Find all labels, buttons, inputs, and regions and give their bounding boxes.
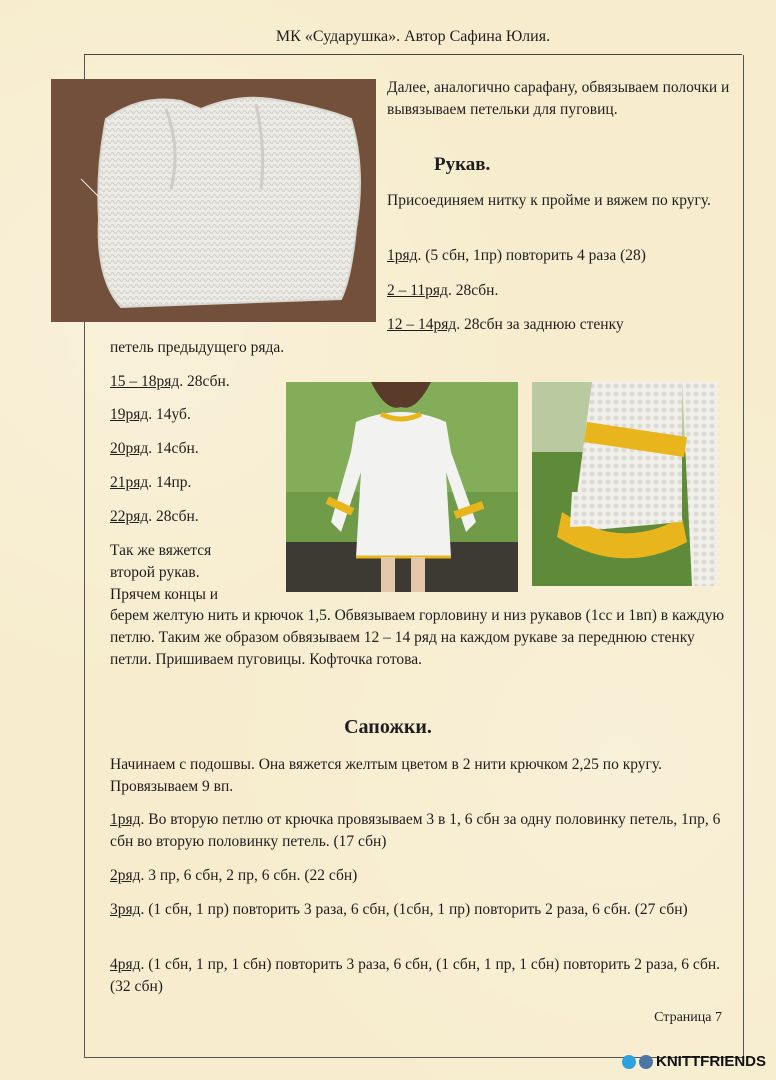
sleeve-title: Рукав. — [434, 154, 491, 175]
page-number: Страница 7 — [654, 1010, 722, 1025]
row-text: . 14уб. — [148, 406, 191, 423]
sleeve-row-7 — [110, 472, 191, 494]
row-label: 3ряд — [110, 901, 141, 918]
brand-watermark — [622, 1053, 766, 1070]
row-label: 1ряд — [387, 247, 418, 264]
sleeve-row-5 — [110, 404, 191, 426]
telegram-icon — [622, 1055, 636, 1069]
row-label: 1ряд — [110, 811, 141, 828]
brand-name: KNITTFRIENDS — [656, 1053, 766, 1070]
row-label: 15 – 18ряд — [110, 373, 180, 390]
photo-doll-in-top — [286, 382, 518, 592]
boots-intro: Начинаем с подошвы. Она вяжется желтым цветом в 2 нити крючком 2,25 по кругу. Провязываем 9 вп. — [110, 756, 662, 795]
second-sleeve-line-3: Прячем концы и — [110, 586, 219, 603]
header-rule — [84, 54, 742, 55]
row-label: 4ряд — [110, 956, 141, 973]
row-text: . 14пр. — [148, 474, 192, 491]
row-label: 21ряд — [110, 474, 149, 491]
sleeve-row-6 — [110, 438, 199, 460]
photo-knitted-top — [51, 79, 376, 322]
page-header: МК «Сударушка». Автор Сафина Юлия. — [275, 28, 551, 45]
row-text: . (5 сбн, 1пр) повторить 4 раза (28) — [417, 247, 646, 264]
intro-text: Далее, аналогично сарафану, обвязываем полочки и вывязываем петельки для пуговиц. — [387, 79, 730, 118]
row-label: 19ряд — [110, 406, 149, 423]
row-text: . 28сбн. — [447, 282, 499, 299]
row-text: . 28сбн. — [148, 508, 199, 525]
row-label: 2ряд — [110, 867, 141, 884]
sleeve-row-8 — [110, 506, 199, 528]
second-sleeve-line-1: Так же вяжется — [110, 542, 212, 559]
sleeve-row-3 — [387, 314, 732, 336]
boots-row-1 — [110, 809, 730, 853]
vk-icon — [639, 1055, 653, 1069]
row-text: . 28сбн. — [179, 373, 230, 390]
photo-sleeve-closeup — [532, 382, 718, 586]
row-text: . (1 сбн, 1 пр) повторить 3 раза, 6 сбн, (1сбн, 1 пр) повторить 2 раза, 6 сбн. (27 сбн) — [140, 901, 688, 918]
boots-title: Сапожки. — [344, 716, 432, 738]
row-label: 12 – 14ряд — [387, 316, 457, 333]
boots-row-3 — [110, 899, 730, 921]
row-label: 22ряд — [110, 508, 149, 525]
sleeve-attach-text: Присоединяем нитку к пройме и вяжем по кругу. — [387, 192, 711, 209]
second-sleeve-line-2: второй рукав. — [110, 564, 200, 581]
row-label: 2 – 11ряд — [387, 282, 448, 299]
boots-row-2 — [110, 865, 730, 887]
sleeve-row-1 — [387, 245, 732, 267]
boots-row-4 — [110, 954, 730, 998]
row-text: . Во вторую петлю от крючка провязываем 3 в 1, 6 сбн за одну половинку петель, 1пр, 6 сбн во вторую половинку петель. (17 сбн) — [110, 811, 721, 850]
finish-text: берем желтую нить и крючок 1,5. Обвязываем горловину и низ рукавов (1сс и 1вп) в каждую петлю. Таким же образом обвязываем 12 – 14 ряд на каждом рукаве за переднюю стенку петли. Пришиваем пуговицы. Кофточка готова. — [110, 607, 725, 668]
row-text: . 3 пр, 6 сбн, 2 пр, 6 сбн. (22 сбн) — [140, 867, 358, 884]
row-text: . 28сбн за заднюю стенку — [456, 316, 624, 333]
row-label: 20ряд — [110, 440, 149, 457]
sleeve-row-2 — [387, 280, 732, 302]
row-text: . (1 сбн, 1 пр, 1 сбн) повторить 3 раза, 6 сбн, (1 сбн, 1 пр, 1 сбн) повторить 2 раза, 6 сбн. (32 сбн) — [110, 956, 721, 995]
sleeve-row-3-cont: петель предыдущего ряда. — [110, 339, 285, 356]
sleeve-row-4 — [110, 371, 230, 393]
row-text: . 14сбн. — [148, 440, 199, 457]
